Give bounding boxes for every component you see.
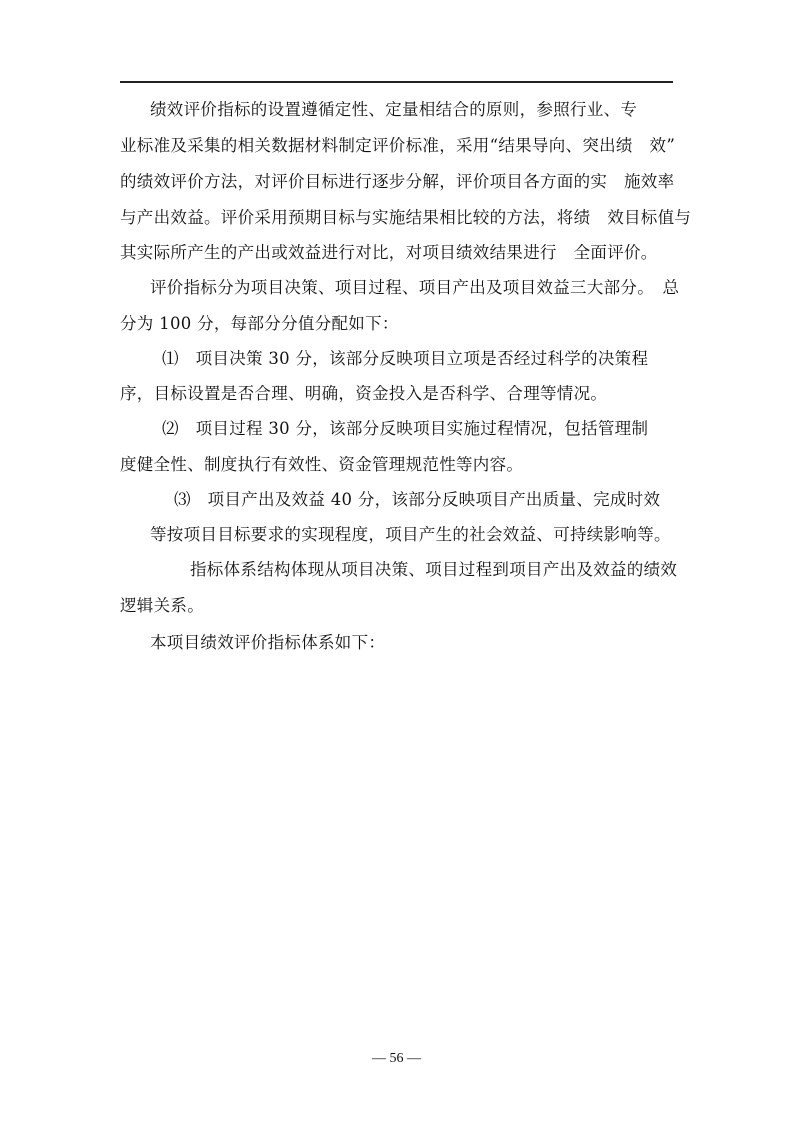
text-line: 其实际所产生的产出或效益进行对比，对项目绩效结果进行 全面评价。 — [120, 243, 658, 262]
text-line: 等按项目目标要求的实现程度，项目产生的社会效益、可持续影响等。 — [150, 525, 671, 544]
text-line: 分为 100 分，每部分分值分配如下： — [120, 314, 399, 333]
text-line: 度健全性、制度执行有效性、资金管理规范性等内容。 — [120, 455, 524, 474]
text-line: 业标准及采集的相关数据材料制定评价标准，采用“结果导向、突出绩 效” — [120, 136, 676, 155]
header-rule — [120, 81, 673, 83]
text-line: ⑵ 项目过程 30 分，该部分反映项目实施过程情况，包括管理制 — [162, 419, 649, 438]
text-line: 评价指标分为项目决策、项目过程、项目产出及项目效益三大部分。 总 — [150, 278, 680, 297]
text-line: 指标体系结构体现从项目决策、项目过程到项目产出及效益的绩效 — [190, 560, 678, 579]
text-line: 本项目绩效评价指标体系如下： — [150, 633, 386, 652]
text-line: 逻辑关系。 — [120, 596, 204, 615]
text-line: 与产出效益。评价采用预期目标与实施结果相比较的方法，将绩 效目标值与 — [120, 208, 692, 227]
page-number: — 56 — — [372, 1051, 421, 1066]
text-line: 序，目标设置是否合理、明确，资金投入是否科学、合理等情况。 — [120, 384, 608, 403]
text-line: ⑶ 项目产出及效益 40 分，该部分反映项目产出质量、完成时效 — [174, 490, 661, 509]
text-line: ⑴ 项目决策 30 分，该部分反映项目立项是否经过科学的决策程 — [162, 349, 649, 368]
text-line: 绩效评价指标的设置遵循定性、定量相结合的原则，参照行业、专 — [150, 100, 638, 119]
text-line: 的绩效评价方法，对评价目标进行逐步分解，评价项目各方面的实 施效率 — [120, 172, 675, 191]
